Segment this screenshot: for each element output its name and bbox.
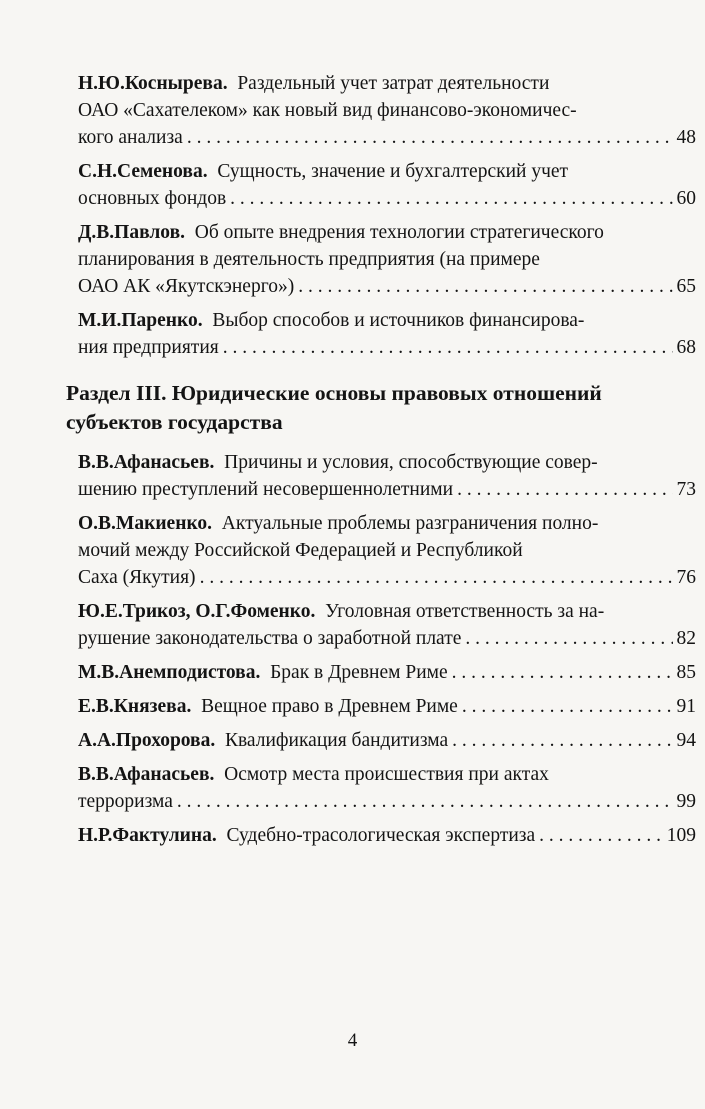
entry-page: 94 — [676, 730, 696, 751]
entry-author: Ю.Е.Трикоз, О.Г.Фоменко. — [78, 601, 316, 622]
entry-page: 91 — [676, 696, 696, 717]
entry-title-line: мочий между Российской Федерацией и Республикой — [78, 540, 523, 561]
entry-title-line: Судебно-трасологическая экспертиза — [226, 825, 536, 846]
section-heading-line: субъектов государства — [66, 410, 283, 434]
toc-entry — [78, 449, 696, 503]
entry-title-line: шению преступлений несовершеннолетними — [78, 479, 454, 500]
entry-title-line: рушение законодательства о заработной плате — [78, 628, 462, 649]
entry-title-line: Квалификация бандитизма — [224, 730, 449, 751]
toc-entry — [78, 727, 696, 754]
entry-page: 68 — [676, 337, 696, 358]
toc-entry — [78, 693, 696, 720]
entry-page: 76 — [676, 567, 696, 588]
entry-title-line: Брак в Древнем Риме — [270, 662, 448, 683]
dot-leader — [177, 788, 673, 815]
dot-leader — [457, 476, 672, 503]
entry-title-line: планирования в деятельность предприятия (на примере — [78, 249, 540, 270]
dot-leader — [223, 334, 673, 361]
dot-leader — [230, 185, 672, 212]
toc-entry — [78, 307, 696, 361]
section-heading-line: Раздел III. Юридические основы правовых отношений — [66, 381, 602, 405]
toc-entry — [78, 822, 696, 849]
dot-leader — [200, 564, 673, 591]
entry-author: В.В.Афанасьев. — [78, 764, 215, 785]
entry-author: О.В.Макиенко. — [78, 513, 213, 534]
toc-entry — [78, 158, 696, 212]
entry-page: 99 — [676, 791, 696, 812]
entry-title-line: Выбор способов и источников финансирова- — [212, 310, 585, 331]
entry-page: 109 — [666, 825, 696, 846]
entry-page: 48 — [676, 127, 696, 148]
entry-author: Е.В.Князева. — [78, 696, 192, 717]
entry-author: С.Н.Семенова. — [78, 161, 208, 182]
entry-author: М.В.Анемподистова. — [78, 662, 261, 683]
toc-entry — [78, 219, 696, 300]
dot-leader — [452, 659, 673, 686]
entry-author: В.В.Афанасьев. — [78, 452, 215, 473]
entry-title-line: Сущность, значение и бухгалтерский учет — [217, 161, 569, 182]
dot-leader — [452, 727, 672, 754]
entry-title-line: Раздельный учет затрат деятельности — [237, 73, 550, 94]
toc-entry — [78, 598, 696, 652]
page-number: 4 — [347, 1030, 358, 1051]
entry-page: 85 — [676, 662, 696, 683]
entry-title-line: ОАО «Сахателеком» как новый вид финансово-экономичес- — [78, 100, 577, 121]
entry-title-line: Осмотр места происшествия при актах — [224, 764, 549, 785]
dot-leader — [465, 625, 672, 652]
dot-leader — [539, 822, 663, 849]
entry-author: М.И.Паренко. — [78, 310, 203, 331]
entry-title-line: Саха (Якутия) — [78, 567, 196, 588]
table-of-contents — [66, 70, 696, 856]
toc-entry — [78, 70, 696, 151]
entry-title-line: Вещное право в Древнем Риме — [201, 696, 458, 717]
entry-title-line: кого анализа — [78, 127, 183, 148]
section-heading — [66, 379, 696, 437]
entry-title-line: терроризма — [78, 791, 173, 812]
entry-title-line: Актуальные проблемы разграничения полно- — [221, 513, 599, 534]
entry-author: Н.Ю.Коснырева. — [78, 73, 228, 94]
toc-entry — [78, 659, 696, 686]
entry-page: 65 — [676, 276, 696, 297]
entry-title-line: Уголовная ответственность за на- — [325, 601, 605, 622]
entry-title-line: Причины и условия, способствующие совер- — [224, 452, 598, 473]
entry-title-line: основных фондов — [78, 188, 227, 209]
dot-leader — [462, 693, 673, 720]
entry-author: Д.В.Павлов. — [78, 222, 185, 243]
toc-entry — [78, 761, 696, 815]
entry-page: 73 — [676, 479, 696, 500]
entry-author: А.А.Прохорова. — [78, 730, 216, 751]
entry-page: 82 — [676, 628, 696, 649]
entry-page: 60 — [676, 188, 696, 209]
dot-leader — [298, 273, 672, 300]
toc-entry — [78, 510, 696, 591]
entry-author: Н.Р.Фактулина. — [78, 825, 217, 846]
entry-title-line: Об опыте внедрения технологии стратегического — [194, 222, 604, 243]
entry-title-line: ния предприятия — [78, 337, 219, 358]
entry-title-line: ОАО АК «Якутскэнерго») — [78, 276, 295, 297]
dot-leader — [187, 124, 673, 151]
